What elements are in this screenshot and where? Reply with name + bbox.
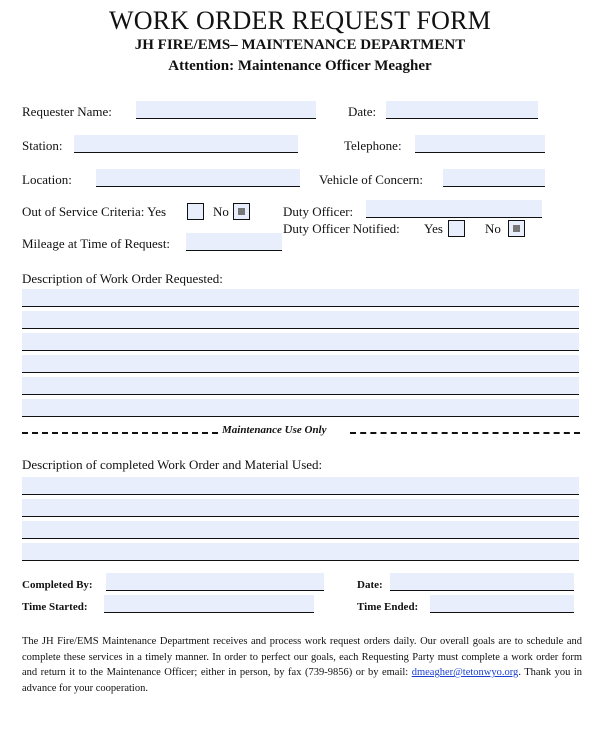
vehicle-field[interactable] [443,169,545,187]
description-requested-line[interactable] [22,333,579,351]
completed-by-field[interactable] [106,573,324,591]
telephone-label: Telephone: [344,138,402,153]
footer-paragraph [22,634,582,696]
mileage-field[interactable] [186,233,282,251]
time-ended-field[interactable] [430,595,574,613]
completion-date-field[interactable] [390,573,574,591]
duty-officer-label: Duty Officer: [283,204,354,219]
duty-officer-notified-label: Duty Officer Notified: [283,221,400,236]
time-ended-label: Time Ended: [357,601,419,613]
description-requested-line[interactable] [22,355,579,373]
location-label: Location: [22,172,72,187]
telephone-field[interactable] [415,135,545,153]
location-field[interactable] [96,169,300,187]
out-of-service-no-checkbox[interactable] [233,203,250,220]
footer-closing: . Thank you in advance for your cooperation. [22,667,583,694]
duty-notified-no-label: No [485,221,501,236]
date-field[interactable] [386,101,538,119]
duty-notified-yes-checkbox[interactable] [448,220,465,237]
department-heading: JH FIRE/EMS– MAINTENANCE DEPARTMENT [134,37,466,53]
requester-name-label: Requester Name: [22,104,112,119]
description-requested-line[interactable] [22,311,579,329]
description-requested-line[interactable] [22,377,579,395]
email-link[interactable]: dmeagher@tetonwyo.org [411,667,519,678]
maintenance-use-only-label: Maintenance Use Only [222,424,327,436]
divider-left [22,432,218,434]
description-completed-line[interactable] [22,477,579,495]
divider-right [350,432,580,434]
completion-date-label: Date: [357,579,383,591]
mileage-label: Mileage at Time of Request: [22,236,171,251]
completed-by-label: Completed By: [22,579,93,591]
duty-officer-field[interactable] [366,200,542,218]
footer-text: The JH Fire/EMS Maintenance Department receives and process work request orders daily. Our overall goals are to schedule and complete these services in a timely manner. In order to perfect our goals, each Requesting Party must complete a work order form and return it to the Maintenance Officer; either in person, by fax (739-9856) or by email: [22,636,582,678]
duty-notified-yes-label: Yes [424,221,443,236]
description-requested-label: Description of Work Order Requested: [22,271,223,286]
description-completed-line[interactable] [22,521,579,539]
time-started-field[interactable] [104,595,314,613]
time-started-label: Time Started: [22,601,88,613]
requester-name-field[interactable] [136,101,316,119]
description-completed-line[interactable] [22,543,579,561]
description-completed-label: Description of completed Work Order and Material Used: [22,457,323,472]
out-of-service-label: Out of Service Criteria: Yes [22,204,167,219]
attention-heading: Attention: Maintenance Officer Meagher [168,58,432,74]
station-field[interactable] [74,135,298,153]
duty-notified-no-checkbox[interactable] [508,220,525,237]
out-of-service-yes-checkbox[interactable] [187,203,204,220]
description-requested-line[interactable] [22,399,579,417]
description-requested-line[interactable] [22,289,579,307]
form-title: WORK ORDER REQUEST FORM [109,6,491,35]
out-of-service-no-label: No [213,204,229,219]
date-label: Date: [348,104,377,119]
vehicle-label: Vehicle of Concern: [319,172,423,187]
description-completed-line[interactable] [22,499,579,517]
station-label: Station: [22,138,63,153]
